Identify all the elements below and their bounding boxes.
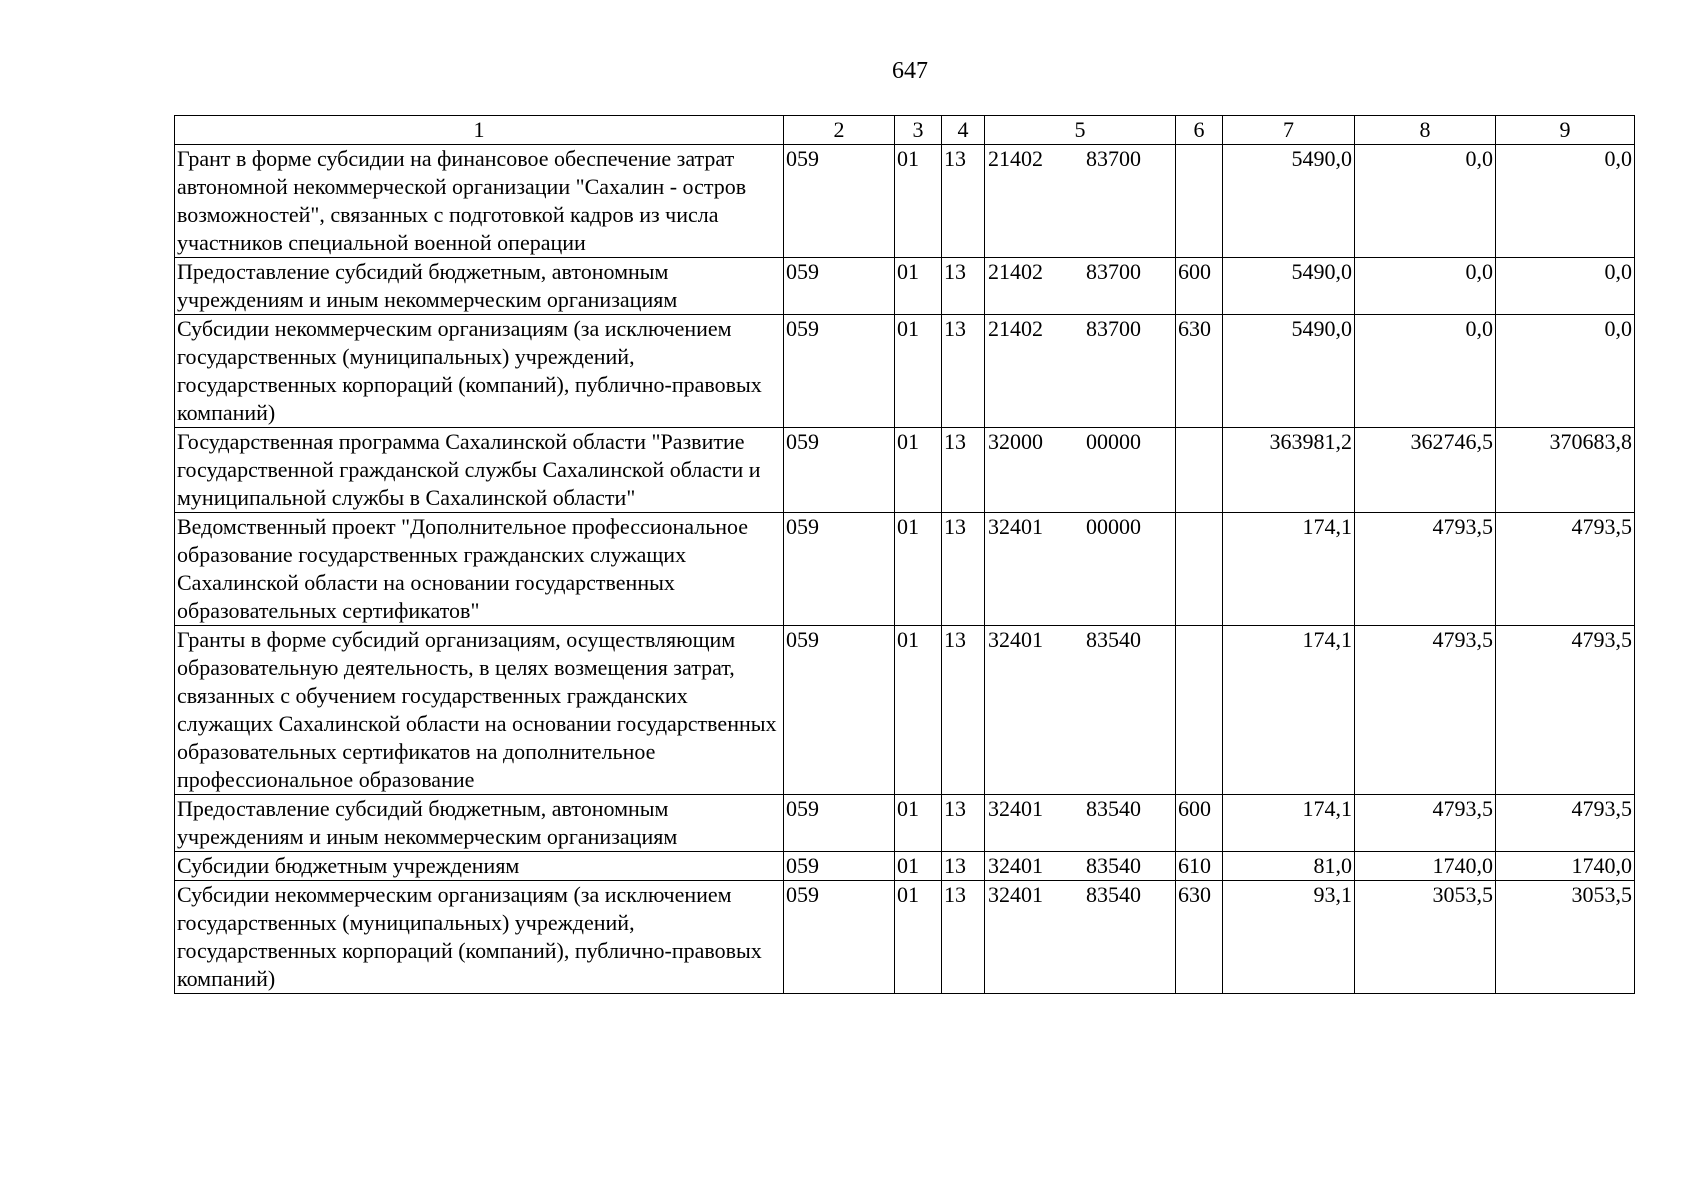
column-header: 2 bbox=[784, 116, 895, 145]
amount-col-8: 0,0 bbox=[1355, 315, 1496, 428]
section-code: 01 bbox=[895, 258, 942, 315]
target-article-code bbox=[985, 315, 1176, 428]
section-code: 01 bbox=[895, 145, 942, 258]
amount-col-7: 363981,2 bbox=[1223, 428, 1355, 513]
target-article-program: 21402 bbox=[988, 316, 1043, 341]
expense-type-code bbox=[1176, 626, 1223, 795]
row-description: Гранты в форме субсидий организациям, осуществляющим образовательную деятельность, в целях возмещения затрат, связанных с обучением государственных гражданских служащих Сахалинской области на основании государственных образовательных сертификатов на дополнительное профессиональное образование bbox=[175, 626, 784, 795]
amount-col-8: 1740,0 bbox=[1355, 852, 1496, 881]
column-header: 6 bbox=[1176, 116, 1223, 145]
subsection-code: 13 bbox=[942, 315, 985, 428]
section-code: 01 bbox=[895, 513, 942, 626]
section-code: 01 bbox=[895, 626, 942, 795]
target-article-code bbox=[985, 852, 1176, 881]
target-article-code bbox=[985, 258, 1176, 315]
column-header: 5 bbox=[985, 116, 1176, 145]
target-article-direction: 83700 bbox=[1086, 259, 1141, 284]
subsection-code: 13 bbox=[942, 428, 985, 513]
grbs-code: 059 bbox=[784, 315, 895, 428]
column-header: 8 bbox=[1355, 116, 1496, 145]
amount-col-8: 0,0 bbox=[1355, 145, 1496, 258]
expense-type-code: 600 bbox=[1176, 258, 1223, 315]
target-article-direction: 83700 bbox=[1086, 316, 1141, 341]
amount-col-7: 174,1 bbox=[1223, 626, 1355, 795]
row-description: Предоставление субсидий бюджетным, автономным учреждениям и иным некоммерческим организациям bbox=[175, 258, 784, 315]
target-article-program: 32000 bbox=[988, 429, 1043, 454]
grbs-code: 059 bbox=[784, 795, 895, 852]
target-article-code bbox=[985, 145, 1176, 258]
expense-type-code: 610 bbox=[1176, 852, 1223, 881]
amount-col-9: 0,0 bbox=[1496, 258, 1635, 315]
table-header-row bbox=[175, 116, 1635, 145]
column-header: 4 bbox=[942, 116, 985, 145]
grbs-code: 059 bbox=[784, 258, 895, 315]
table-row bbox=[175, 513, 1635, 626]
subsection-code: 13 bbox=[942, 258, 985, 315]
amount-col-8: 4793,5 bbox=[1355, 626, 1496, 795]
table-row bbox=[175, 145, 1635, 258]
target-article-direction: 83540 bbox=[1086, 882, 1141, 907]
subsection-code: 13 bbox=[942, 626, 985, 795]
column-header: 3 bbox=[895, 116, 942, 145]
row-description: Субсидии некоммерческим организациям (за исключением государственных (муниципальных) учреждений, государственных корпораций (компаний), публично-правовых компаний) bbox=[175, 315, 784, 428]
target-article-direction: 83540 bbox=[1086, 853, 1141, 878]
amount-col-8: 4793,5 bbox=[1355, 795, 1496, 852]
amount-col-8: 3053,5 bbox=[1355, 881, 1496, 994]
expense-type-code bbox=[1176, 145, 1223, 258]
target-article-program: 21402 bbox=[988, 146, 1043, 171]
table-row bbox=[175, 852, 1635, 881]
section-code: 01 bbox=[895, 428, 942, 513]
target-article-program: 32401 bbox=[988, 882, 1043, 907]
target-article-program: 32401 bbox=[988, 514, 1043, 539]
table-row bbox=[175, 795, 1635, 852]
amount-col-9: 4793,5 bbox=[1496, 795, 1635, 852]
expense-type-code: 600 bbox=[1176, 795, 1223, 852]
amount-col-9: 4793,5 bbox=[1496, 513, 1635, 626]
row-description: Субсидии некоммерческим организациям (за исключением государственных (муниципальных) учреждений, государственных корпораций (компаний), публично-правовых компаний) bbox=[175, 881, 784, 994]
subsection-code: 13 bbox=[942, 513, 985, 626]
target-article-code bbox=[985, 428, 1176, 513]
target-article-program: 21402 bbox=[988, 259, 1043, 284]
target-article-code bbox=[985, 881, 1176, 994]
grbs-code: 059 bbox=[784, 513, 895, 626]
target-article-direction: 83540 bbox=[1086, 796, 1141, 821]
column-header: 1 bbox=[175, 116, 784, 145]
amount-col-8: 362746,5 bbox=[1355, 428, 1496, 513]
target-article-code bbox=[985, 513, 1176, 626]
grbs-code: 059 bbox=[784, 852, 895, 881]
amount-col-7: 174,1 bbox=[1223, 513, 1355, 626]
amount-col-9: 370683,8 bbox=[1496, 428, 1635, 513]
expense-type-code bbox=[1176, 513, 1223, 626]
table-row bbox=[175, 881, 1635, 994]
section-code: 01 bbox=[895, 795, 942, 852]
amount-col-7: 81,0 bbox=[1223, 852, 1355, 881]
page-number: 647 bbox=[892, 58, 928, 84]
amount-col-7: 174,1 bbox=[1223, 795, 1355, 852]
section-code: 01 bbox=[895, 315, 942, 428]
section-code: 01 bbox=[895, 852, 942, 881]
amount-col-9: 3053,5 bbox=[1496, 881, 1635, 994]
row-description: Ведомственный проект "Дополнительное профессиональное образование государственных гражданских служащих Сахалинской области на основании государственных образовательных сертификатов" bbox=[175, 513, 784, 626]
column-header: 9 bbox=[1496, 116, 1635, 145]
amount-col-7: 5490,0 bbox=[1223, 315, 1355, 428]
budget-table bbox=[174, 115, 1635, 994]
amount-col-9: 0,0 bbox=[1496, 145, 1635, 258]
amount-col-7: 5490,0 bbox=[1223, 258, 1355, 315]
expense-type-code: 630 bbox=[1176, 881, 1223, 994]
target-article-program: 32401 bbox=[988, 796, 1043, 821]
amount-col-9: 0,0 bbox=[1496, 315, 1635, 428]
target-article-direction: 00000 bbox=[1086, 514, 1141, 539]
amount-col-9: 4793,5 bbox=[1496, 626, 1635, 795]
target-article-direction: 83540 bbox=[1086, 627, 1141, 652]
target-article-program: 32401 bbox=[988, 627, 1043, 652]
target-article-direction: 83700 bbox=[1086, 146, 1141, 171]
section-code: 01 bbox=[895, 881, 942, 994]
row-description: Грант в форме субсидии на финансовое обеспечение затрат автономной некоммерческой организации "Сахалин - остров возможностей", связанных с подготовкой кадров из числа участников специальной военной операции bbox=[175, 145, 784, 258]
table-body bbox=[175, 145, 1635, 994]
row-description: Государственная программа Сахалинской области "Развитие государственной гражданской службы Сахалинской области и муниципальной службы в Сахалинской области" bbox=[175, 428, 784, 513]
grbs-code: 059 bbox=[784, 145, 895, 258]
amount-col-7: 93,1 bbox=[1223, 881, 1355, 994]
target-article-program: 32401 bbox=[988, 853, 1043, 878]
amount-col-7: 5490,0 bbox=[1223, 145, 1355, 258]
amount-col-9: 1740,0 bbox=[1496, 852, 1635, 881]
target-article-code bbox=[985, 795, 1176, 852]
subsection-code: 13 bbox=[942, 881, 985, 994]
table-row bbox=[175, 428, 1635, 513]
grbs-code: 059 bbox=[784, 428, 895, 513]
expense-type-code bbox=[1176, 428, 1223, 513]
grbs-code: 059 bbox=[784, 881, 895, 994]
row-description: Субсидии бюджетным учреждениям bbox=[175, 852, 784, 881]
row-description: Предоставление субсидий бюджетным, автономным учреждениям и иным некоммерческим организациям bbox=[175, 795, 784, 852]
subsection-code: 13 bbox=[942, 795, 985, 852]
subsection-code: 13 bbox=[942, 852, 985, 881]
table-row bbox=[175, 315, 1635, 428]
subsection-code: 13 bbox=[942, 145, 985, 258]
table-row bbox=[175, 626, 1635, 795]
table-row bbox=[175, 258, 1635, 315]
target-article-direction: 00000 bbox=[1086, 429, 1141, 454]
amount-col-8: 4793,5 bbox=[1355, 513, 1496, 626]
column-header: 7 bbox=[1223, 116, 1355, 145]
grbs-code: 059 bbox=[784, 626, 895, 795]
expense-type-code: 630 bbox=[1176, 315, 1223, 428]
amount-col-8: 0,0 bbox=[1355, 258, 1496, 315]
target-article-code bbox=[985, 626, 1176, 795]
